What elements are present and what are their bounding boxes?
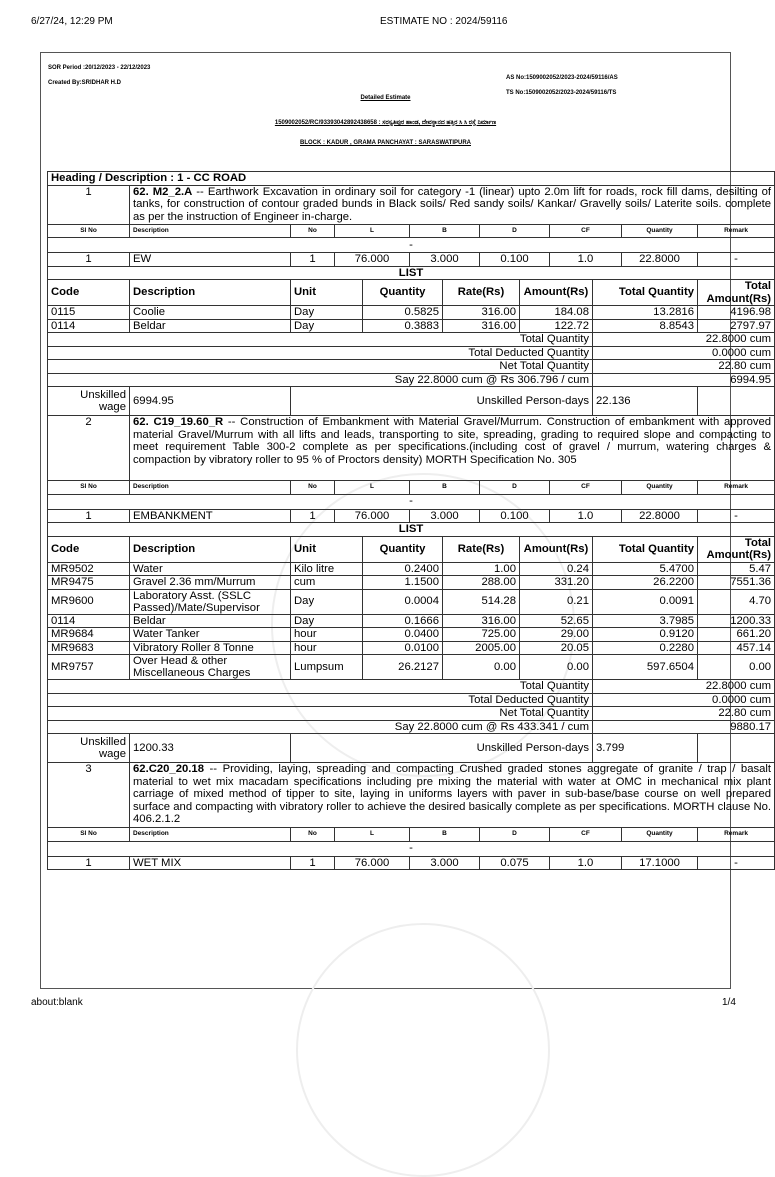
total-deducted-row: Total Deducted Quantity 0.0000 cum [48,346,775,360]
list-row: MR9683 Vibratory Roller 8 Tonne hour 0.0100 2005.00 20.05 0.2280 457.14 [48,641,775,655]
heading-row [48,172,775,186]
work-name: 1509002052/RC/93393042892438658 : ಸರಸ್ವತಿಪುರ ಹಾಂಡ, ದೇವಸ್ಥಾನದ ಹತ್ತಿರ ಸಿ ಸಿ ರಸ್ತೆ ನಿರ್ಮಾಣ [274,120,497,126]
list-title-row: LIST [48,266,775,280]
list-row: MR9502 Water Kilo litre 0.2400 1.00 0.24 5.4700 5.47 [48,562,775,576]
page-number: 1/4 [722,997,736,1008]
list-row: 0115 Coolie Day 0.5825 316.00 184.08 13.2816 4196.98 [48,306,775,320]
measurement-row: 1 WET MIX 1 76.000 3.000 0.075 1.0 17.1000 - [48,856,775,870]
item-code: 62.C20_20.18 [133,763,204,775]
net-total-row: Net Total Quantity 22.80 cum [48,707,775,721]
watermark-seal-lower [296,923,550,1177]
estimate-table [47,171,775,870]
measurement-header: Sl No Description No L B D CF Quantity Remark [48,224,775,238]
item-row [48,763,775,828]
item-description [130,763,775,828]
print-url: about:blank [31,997,83,1008]
ts-number: TS No:1509002052/2023-2024/59116/TS [506,90,617,96]
dash-row: - [48,238,775,253]
list-row: 0114 Beldar Day 0.1666 316.00 52.65 3.7985 1200.33 [48,614,775,628]
list-header: Code Description Unit Quantity Rate(Rs) Amount(Rs) Total Quantity Total Amount(Rs) [48,536,775,562]
item-text: -- Providing, laying, spreading and compacting Crushed graded stones aggregate of granite / trap / basalt material to wet mix macadam specifications including pre mixing the material with water at OMC in mechanical mix plant carriage of mixed method of tipper to site, laying in uniforms layers with paver in sub-base/base course on well prepared surface and compacting with vibratory roller to achieve the desired basically complete as per specifications. MORTH clause No. 406.2.1.2 [133,763,772,825]
as-number: AS No:1509002052/2023-2024/59116/AS [506,75,618,81]
measurement-row: 1 EMBANKMENT 1 76.000 3.000 0.100 1.0 22.8000 - [48,509,775,523]
item-description [130,185,775,224]
item-text: -- Construction of Embankment with Material Gravel/Murrum. Construction of embankment with approved material Gravel/Murrum with all lifts and leads, transporting to site, spreading, grading to required slope and compacting to meet requirement Table 300-2 complete as per specifications.(including cost of gravel / murrum, watering charges & compaction by vibratory roller to 95 % of Proctors density) MORTH Specification No. 305 [133,416,772,466]
item-text: -- Earthwork Excavation in ordinary soil for category -1 (linear) upto 2.0m lift for roads, rock fill dams, desilting of tanks, for construction of contour graded bunds in Black soils/ Red sandy soils/ Kankar/ Gravelly soils/ Laterite soils. complete as per the instruction of Engineer in-charge. [133,185,772,223]
print-title: ESTIMATE NO : 2024/59116 [380,16,508,27]
list-row: 0114 Beldar Day 0.3883 316.00 122.72 8.8543 2797.97 [48,319,775,333]
estimate-sheet [40,52,772,989]
say-row: Say 22.8000 cum @ Rs 433.341 / cum 9880.17 [48,720,775,734]
item-number: 1 [48,185,130,224]
unskilled-row: Unskilled wage 6994.95 Unskilled Person-days 22.136 [48,387,775,416]
item-description [130,416,775,481]
item-row [48,185,775,224]
print-datetime: 6/27/24, 12:29 PM [31,16,113,27]
say-row: Say 22.8000 cum @ Rs 306.796 / cum 6994.95 [48,373,775,387]
dash-row: - [48,841,775,856]
list-header: Code Description Unit Quantity Rate(Rs) Amount(Rs) Total Quantity Total Amount(Rs) [48,280,775,306]
heading: Heading / Description : 1 - CC ROAD [48,172,775,186]
list-title-row: LIST [48,523,775,537]
list-row: MR9684 Water Tanker hour 0.0400 725.00 29.00 0.9120 661.20 [48,628,775,642]
item-number: 3 [48,763,130,828]
total-quantity-row: Total Quantity 22.8000 cum [48,333,775,347]
item-row [48,416,775,481]
dash-row: - [48,494,775,509]
list-row: MR9475 Gravel 2.36 mm/Murrum cum 1.1500 288.00 331.20 26.2200 7551.36 [48,576,775,590]
item-code: 62. M2_2.A [133,185,193,198]
total-quantity-row: Total Quantity 22.8000 cum [48,680,775,694]
created-by: Created By:SRIDHAR H.D [48,80,122,86]
sor-period: SOR Period :20/12/2023 - 22/12/2023 [48,65,151,71]
list-row: MR9600 Laboratory Asst. (SSLC Passed)/Mate/Supervisor Day 0.0004 514.28 0.21 0.0091 4.70 [48,589,775,614]
measurement-header: Sl No Description No L B D CF Quantity Remark [48,828,775,842]
unskilled-row: Unskilled wage 1200.33 Unskilled Person-days 3.799 [48,734,775,763]
measurement-header: Sl No Description No L B D CF Quantity Remark [48,481,775,495]
estimate-title: Detailed Estimate [360,95,411,101]
net-total-row: Net Total Quantity 22.80 cum [48,360,775,374]
item-code: 62. C19_19.60_R [133,416,224,428]
block-info: BLOCK : KADUR , GRAMA PANCHAYAT : SARASWATIPURA [300,140,471,146]
total-deducted-row: Total Deducted Quantity 0.0000 cum [48,693,775,707]
measurement-row: 1 EW 1 76.000 3.000 0.100 1.0 22.8000 - [48,253,775,267]
item-number: 2 [48,416,130,481]
list-row: MR9757 Over Head & other Miscellaneous Charges Lumpsum 26.2127 0.00 0.00 597.6504 0.00 [48,655,775,680]
